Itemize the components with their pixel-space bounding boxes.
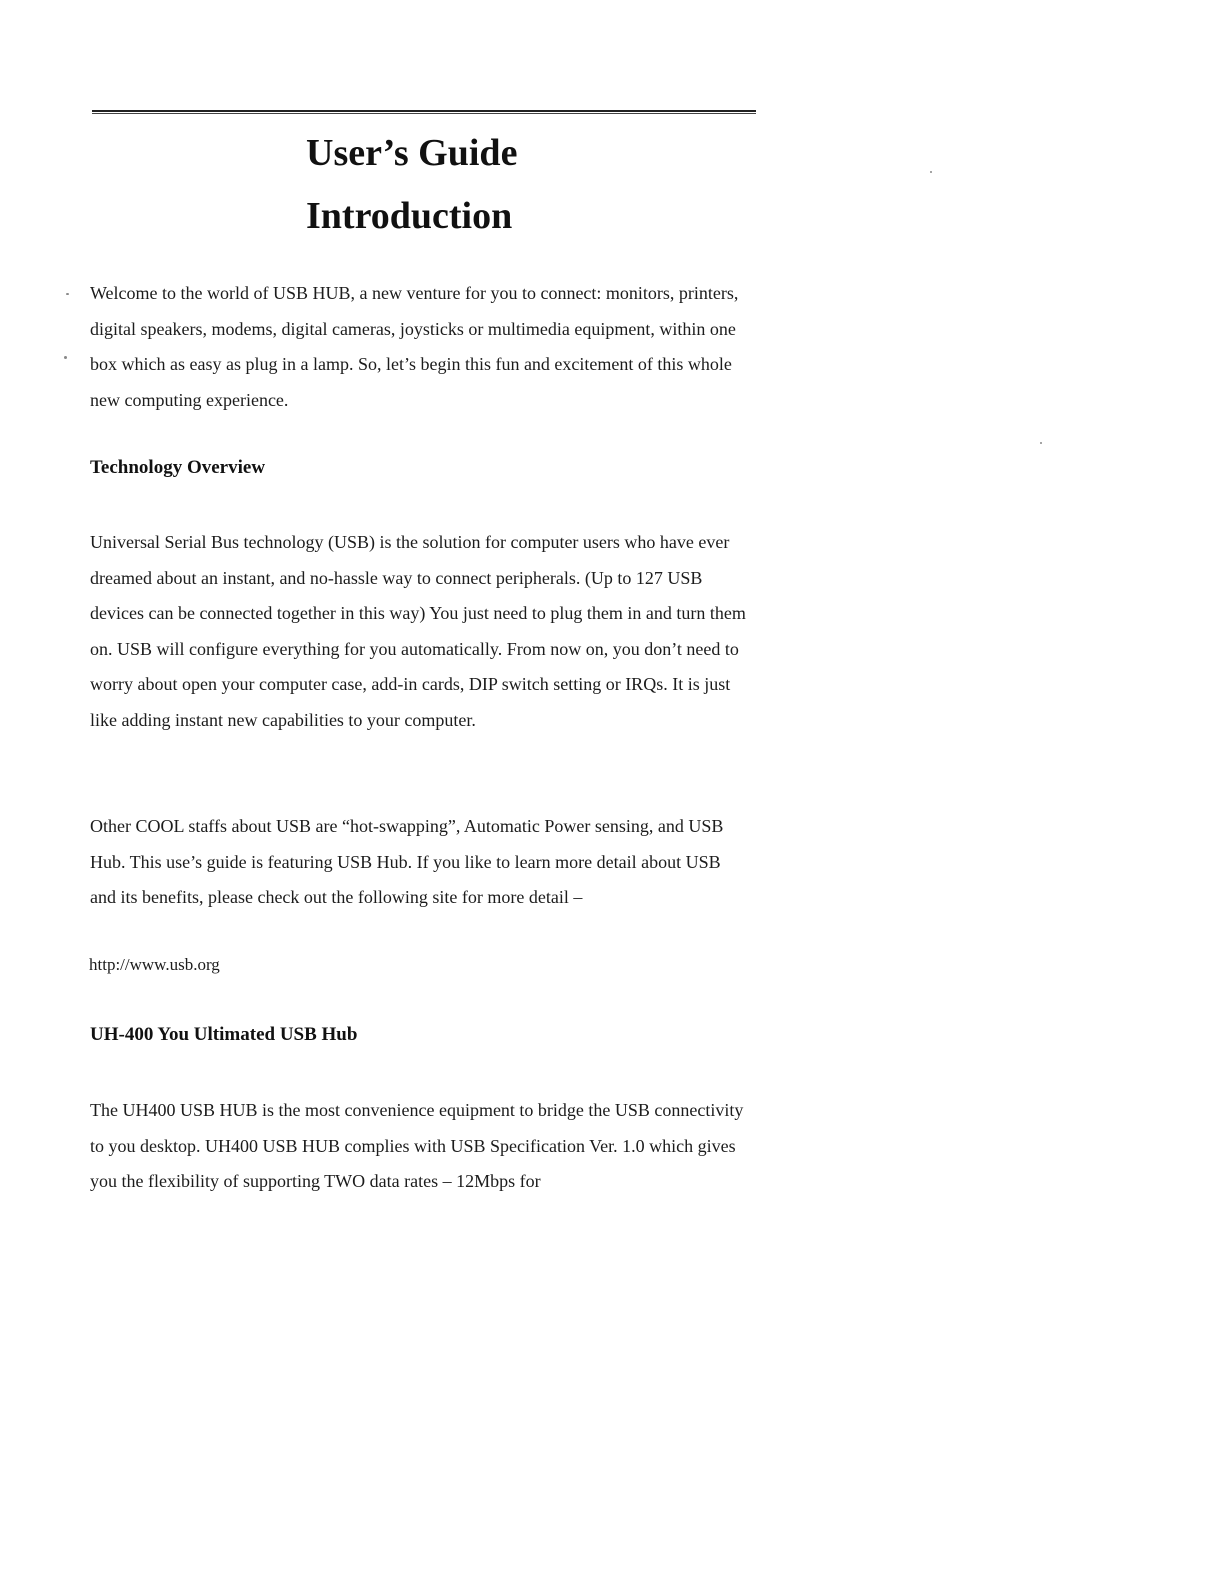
chapter-title: Introduction: [306, 195, 513, 237]
section-heading-uh400: UH-400 You Ultimated USB Hub: [90, 1024, 358, 1045]
uh400-paragraph: The UH400 USB HUB is the most convenience equipment to bridge the USB connectivity to you desktop. UH400 USB HUB complies with USB Specification Ver. 1.0 which gives you the flexibility of supporting TWO data rates – 12Mbps for: [90, 1100, 744, 1191]
scan-speck: [1040, 442, 1042, 444]
scan-speck: [66, 293, 69, 295]
technology-paragraph: Universal Serial Bus technology (USB) is the solution for computer users who have ever dreamed about an instant, and no-hassle way to connect peripherals. (Up to 127 USB devices can be connected together in this way) You just need to plug them in and turn them on. USB will configure everything for you automatically. From now on, you don’t need to worry about open your computer case, add-in cards, DIP switch setting or IRQs. It is just like adding instant new capabilities to your computer.: [90, 532, 746, 730]
document-title: User’s Guide: [306, 132, 518, 174]
scan-speck: [930, 171, 932, 173]
section-heading-technology-overview: Technology Overview: [90, 457, 266, 478]
scan-speck: [64, 356, 67, 359]
header-rule: [92, 110, 756, 114]
cool-features-paragraph: Other COOL staffs about USB are “hot-swapping”, Automatic Power sensing, and USB Hub. This use’s guide is featuring USB Hub. If you like to learn more detail about USB and its benefits, please check out the following site for more detail –: [90, 816, 724, 907]
usb-org-link[interactable]: http://www.usb.org: [89, 955, 220, 974]
intro-paragraph: Welcome to the world of USB HUB, a new venture for you to connect: monitors, printers, digital speakers, modems, digital cameras, joysticks or multimedia equipment, within one box which as easy as plug in a lamp. So, let’s begin this fun and excitement of this whole new computing experience.: [90, 283, 739, 410]
